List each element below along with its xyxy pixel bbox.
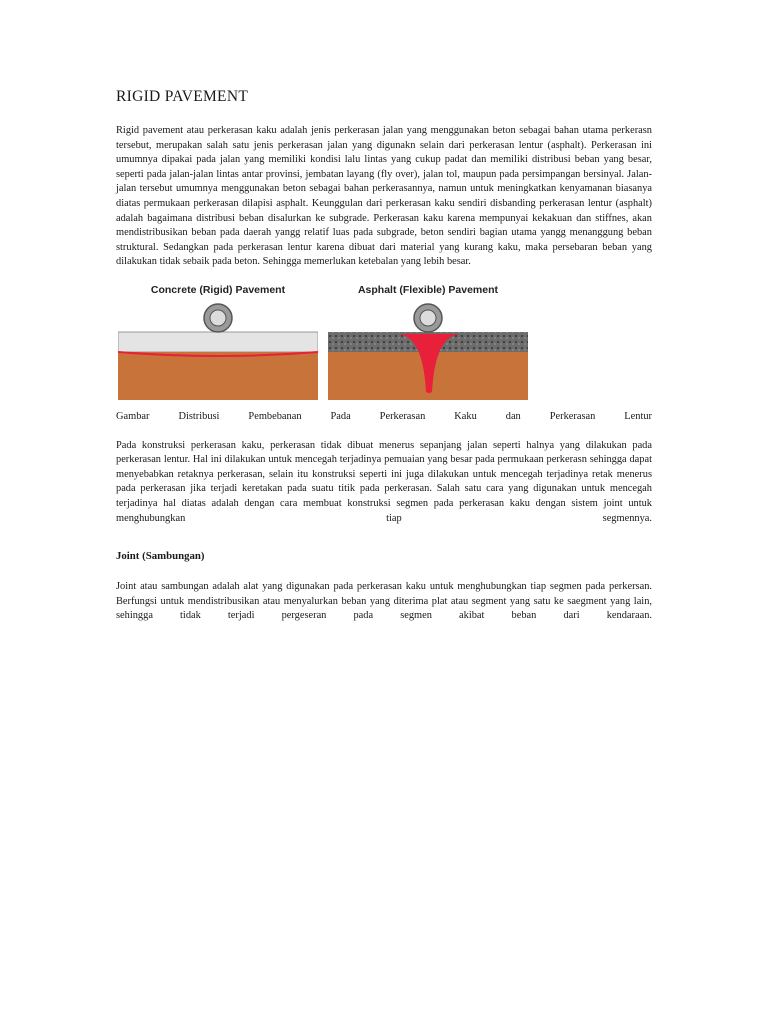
document-content	[116, 88, 652, 624]
flexible-pavement-label: Asphalt (Flexible) Pavement	[357, 283, 499, 296]
rigid-pavement-label: Concrete (Rigid) Pavement	[150, 283, 286, 296]
joint-paragraph: Joint atau sambungan adalah alat yang digunakan pada perkerasan kaku untuk menghubungkan tiap segmen pada perkersan. Berfungsi untuk mendistribusikan atau menyalurkan beban yang diterima plat atau segment yang satu ke saegment yang lain, sehingga tidak terjadi pergeseran pada segmen akibat beban dari kendaraan.	[116, 581, 652, 622]
flexible-hub-icon	[420, 310, 436, 326]
intro-paragraph: Rigid pavement atau perkerasan kaku adalah jenis perkerasan jalan yang menggunakan beton sebagai bahan utama perkerasn tersebut, merupakan salah satu jenis perkerasan jalan yang digunakn selain dari perkerasan lentur (asphalt). Perkerasan ini umumnya dipakai pada jalan yang memiliki kondisi lalu lintas yang cukup padat dan memiliki distribusi beban yang besar, seperti pada jalan-jalan lintas antar provinsi, jembatan layang (fly over), jalan tol, maupun pada persimpangan bersinyal. Jalan-jalan tersebut umumnya menggunakan beton sebagai bahan perkerasannya, namun untuk meningkatkan kenyamanan biasanya diatas permukaan perkerasan dilapisi asphalt. Keunggulan dari perkerasan kaku sendiri disbanding perkerasan lentur (asphalt) adalah bagaimana distribusi beban disalurkan ke subgrade. Perkerasan kaku karena mempunyai kekakuan dan stiffnes, akan mendistribusikan beban pada daerah yangg relatif luas pada subgrade, beton sendiri bagian utama yangg menanggung beban struktural. Sedangkan pada perkerasan lentur karena dibuat dari material yang kurang kaku, maka persebaran beban yang dilakukan tidak sebaik pada beton. Sehingga memerlukan ketebalan yang lebih besar.	[116, 125, 652, 268]
rigid-pavement-panel	[118, 280, 318, 400]
flexible-pavement-illustration	[328, 280, 528, 400]
rigid-pavement-illustration	[118, 280, 318, 400]
flexible-pavement-panel	[328, 280, 528, 400]
rigid-subgrade	[118, 352, 318, 400]
joint-subheading: Joint (Sambungan)	[116, 550, 205, 563]
rigid-hub-icon	[210, 310, 226, 326]
segment-paragraph: Pada konstruksi perkerasan kaku, perkerasan tidak dibuat menerus sepanjang jalan seperti halnya yang dilakukan pada perkerasan lentur. Hal ini dilakukan untuk mencegah terjadinya pemuaian yang besar pada permukaan perkerasn sehingga dapat menyebabkan retaknya perkerasan, selain itu konstruksi seperti ini juga dilakukan untuk mencegah terjadinya retak menerus pada perkerasan jika terjadi keretakan pada suatu titik pada perkerasan. Salah satu cara yang digunakan untuk mencegah terjadinya hal diatas adalah dengan cara membuat konstruksi segmen pada perkerasan kaku dengan sistem joint untuk menghubungkan tiap segmennya.	[116, 439, 652, 524]
pavement-figure	[116, 280, 652, 402]
concrete-slab	[118, 332, 318, 352]
figure-caption: Gambar Distribusi Pembebanan Pada Perkerasan Kaku dan Perkerasan Lentur	[116, 410, 652, 422]
page-title: RIGID PAVEMENT	[116, 88, 249, 105]
